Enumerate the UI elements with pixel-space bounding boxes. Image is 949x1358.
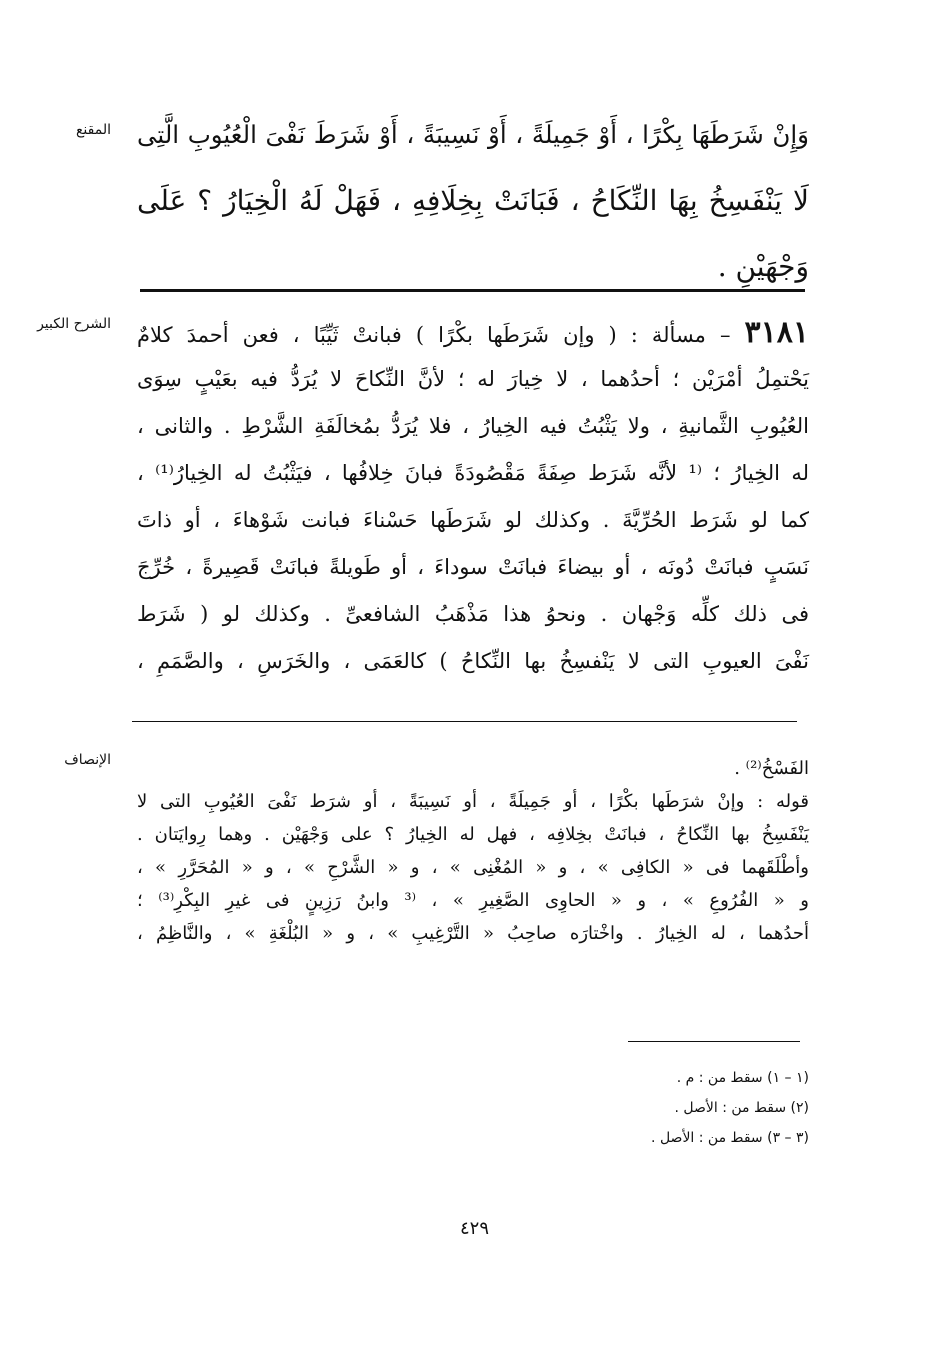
margin-label-insaf: الإنصاف: [64, 752, 111, 768]
muqni-line: وَإِنْ شَرَطَهَا بِكْرًا ، أَوْ جَمِيلَةً ، أَوْ نَسِيبَةً ، أَوْ شَرَطَ نَفْىَ الْعُيُوبِ الَّتِى: [137, 120, 809, 149]
sharh-line: يَحْتمِلُ أمْرَيْن ؛ أحدُهما ، لا خِيارَ له ؛ لأنَّ النِّكاحَ لا يُرَدُّ فيه بعَيْبٍ سِوَى: [137, 367, 809, 391]
sharh-text: [137, 309, 809, 685]
muqni-text: [137, 102, 809, 300]
sharh-line: [137, 309, 809, 356]
insaf-text: [137, 752, 809, 950]
footnote: (٣ – ٣) سقط من : الأصل .: [651, 1130, 809, 1146]
footnote-divider: [628, 1041, 800, 1042]
insaf-line: أحدُهما ، له الخِيارُ . واخْتارَه صاحِبُ « التَّرْغِيبِ » ، و « البُلْغَةِ » ، والنَّاظِمُ ،: [137, 923, 809, 944]
page-number: ٤٢٩: [459, 1218, 489, 1239]
footnotes: [409, 1063, 809, 1153]
sharh-line: فى ذلك كلِّه وَجْهان . ونحوُ هذا مَذْهَبُ الشافعىِّ . وكذلك لو ( شَرَط: [137, 602, 809, 626]
issue-number: ٣١٨١: [744, 315, 809, 350]
margin-label-muqni: المقنع: [75, 122, 111, 138]
margin-label-sharh: الشرح الكبير: [37, 316, 111, 332]
insaf-line: وأطْلَقَهما فى « الكافِى » ، و « المُغْنِى » ، و « الشَّرْحِ » ، و « المُحَرَّرِ » ،: [137, 857, 809, 878]
muqni-line: وَجْهَيْنِ .: [717, 250, 809, 283]
footnote: (٢) سقط من : الأصل .: [674, 1100, 809, 1116]
section-divider-thin: [132, 721, 797, 722]
section-divider: [140, 289, 805, 292]
sharh-line: العُيُوبِ الثَّمانيةِ ، ولا يَثْبُتُ فيه الخِيارُ ، فلا يُرَدُّ بمُخالَفَةِ الشَّرْطِ . والثانى ،: [137, 414, 809, 438]
insaf-line: قوله : وإنْ شرَطَها بكْرًا ، أو جَمِيلَةً ، أو نَسِيبَةً ، أو شرَط نَفْىَ العُيُوبِ التى لا: [137, 791, 809, 812]
sharh-line: نَسَبٍ فبانَتْ دُونَه ، أو بيضاءَ فبانَتْ سوداءَ ، أو طَويلةً فبانَتْ قَصِيرةً ، خُرِّجَ: [137, 555, 809, 579]
footnote: (١ – ١) سقط من : م .: [676, 1070, 809, 1086]
insaf-line: الفَسْخُ⁽²⁾ .: [734, 758, 809, 779]
sharh-first-line: – مسألة : ( وإن شَرَطَها بكْرًا ) فبانتْ ثَيِّبًا ، فعن أحمدَ كلامٌ: [137, 323, 731, 347]
sharh-line: نَفْىَ العيوبِ التى لا يَنْفسِخُ بها النِّكاحُ ) كالعَمَى ، والخَرَسِ ، والصَّمَمِ ،: [137, 649, 809, 673]
muqni-line: لَا يَنْفَسِخُ بِهَا النِّكَاحُ ، فَبَانَتْ بِخِلَافِهِ ، فَهَلْ لَهُ الْخِيَارُ ؟ عَلَى: [137, 184, 809, 217]
sharh-line: كما لو شَرَط الحُرِّيَّةَ . وكذلك لو شَرَطَها حَسْناءَ فبانت شَوْهاءَ ، أو ذاتَ: [137, 508, 809, 532]
sharh-line: له الخِيارُ ؛ ⁽¹ لأنَّه شَرَط صِفَةً مَقْصُودَةً فبانَ خِلافُها ، فيَثْبُتُ له الخِيارُ⁽¹⁾ ،: [137, 461, 809, 485]
insaf-line: يَنْفَسِخُ بها النِّكاحُ ، فبانَتْ بخِلافِه ، فهل له الخِيارُ ؟ على وَجْهَيْن . وهما رِوايَتان .: [137, 824, 809, 845]
insaf-line: و « الفُرُوعِ » ، و « الحاوِى الصَّغِيرِ » ، ⁽³ وابنُ رَزِينٍ فى غيرِ البِكْرِ⁽³⁾ ؛: [137, 890, 809, 911]
